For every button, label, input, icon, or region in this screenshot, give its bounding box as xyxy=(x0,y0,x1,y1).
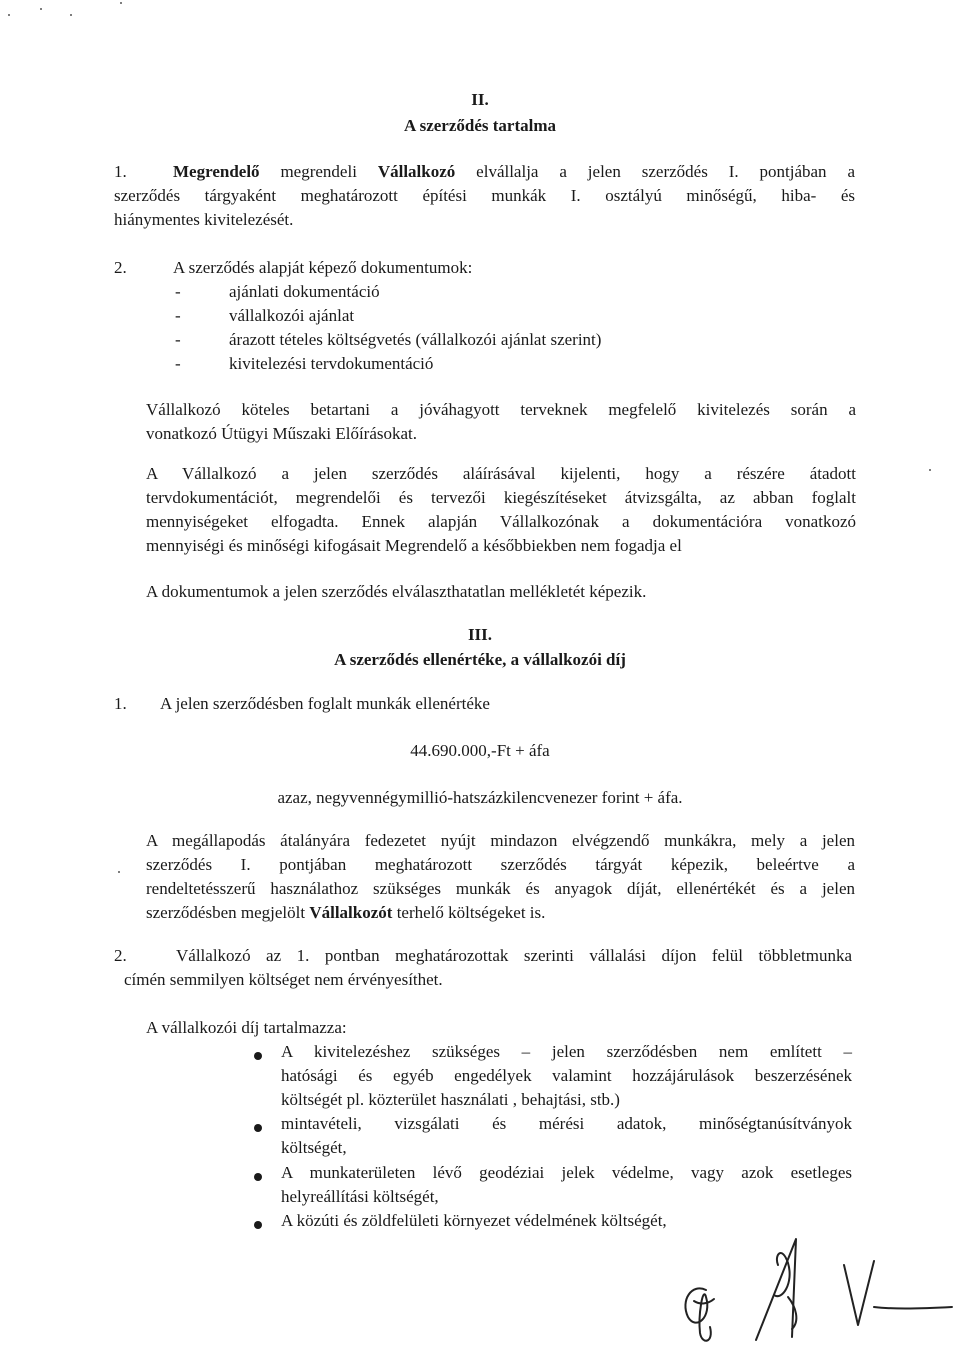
lump-sum-line: rendeltetésszerű használathoz szükséges munkák és anyagok díját, ellenértékét és a jelen xyxy=(146,879,855,898)
price-amount: 44.690.000,-Ft + áfa xyxy=(410,741,550,760)
iii-item-2-line-1: Vállalkozó az 1. pontban meghatározottak szerinti vállalási díjon felül többletmunka xyxy=(176,946,852,965)
section-ii-title: A szerződés tartalma xyxy=(403,116,556,135)
item-2-intro: A szerződés alapját képező dokumentumok: xyxy=(173,258,473,277)
iii-item-1-text: A jelen szerződésben foglalt munkák ellenértéke xyxy=(160,694,490,713)
bullet-line: helyreállítási költségét, xyxy=(281,1187,439,1206)
section-iii-title: A szerződés ellenértéke, a vállalkozói díj xyxy=(334,650,626,669)
doc-item: kivitelezési tervdokumentáció xyxy=(229,354,434,373)
bullet-line: hatósági és egyéb engedélyek valamint hozzájárulások beszerzésének xyxy=(281,1066,852,1085)
doc-item: vállalkozói ajánlat xyxy=(229,306,355,325)
para2-line: mennyiségeket elfogadta. Ennek alapján Vállalkozónak a dokumentációra vonatkozó xyxy=(146,512,856,531)
item-1-line-3: hiánymentes kivitelezését. xyxy=(114,210,294,229)
bullet-dot xyxy=(254,1221,262,1229)
bullet-dot xyxy=(254,1173,262,1181)
para1-line: vonatkozó Útügyi Műszaki Előírásokat. xyxy=(146,424,418,443)
iii-item-2-line-2: címén semmilyen költséget nem érvényesíthet. xyxy=(124,970,443,989)
bullet-line: A kivitelezéshez szükséges – jelen szerződésben nem említett – xyxy=(281,1042,852,1061)
doc-item: árazott tételes költségvetés (vállalkozói ajánlat szerint) xyxy=(229,330,602,349)
doc-dash: - xyxy=(175,306,181,325)
bullet-dot xyxy=(254,1124,262,1132)
vallalkozo-bold: Vállalkozó xyxy=(377,162,456,181)
doc-dash: - xyxy=(175,354,181,373)
lump-sum-line: szerződésben megjelölt Vállalkozót terhelő költségeket is. xyxy=(146,903,546,922)
megrendelo-bold: Megrendelő xyxy=(173,162,260,181)
section-iii-number: III. xyxy=(467,625,493,644)
para1-line: Vállalkozó köteles betartani a jóváhagyott terveknek megfelelő kivitelezés során a xyxy=(146,400,856,419)
handwritten-initials xyxy=(670,1205,955,1350)
bullet-line: költségét, xyxy=(281,1138,347,1157)
vallalkozot-bold: Vállalkozót xyxy=(309,903,393,922)
doc-dash: - xyxy=(175,282,181,301)
doc-item: ajánlati dokumentáció xyxy=(229,282,380,301)
para2-line: mennyiségi és minőségi kifogásait Megrendelő a későbbiekben nem fogadja el xyxy=(146,536,682,555)
bullet-line: mintavételi, vizsgálati és mérési adatok, minőségtanúsítványok xyxy=(281,1114,852,1133)
para3: A dokumentumok a jelen szerződés elválaszthatatlan mellékletét képezik. xyxy=(146,582,647,601)
para2-line: A Vállalkozó a jelen szerződés aláírásával kijelenti, hogy a részére átadott xyxy=(146,464,856,483)
lump-sum-line: A megállapodás átalányára fedezetet nyújt mindazon elvégzendő munkákra, mely a jelen xyxy=(146,831,855,850)
item-1-line-2: szerződés tárgyaként meghatározott építési munkák I. osztályú minőségű, hiba- és xyxy=(114,186,855,205)
bullet-line: A munkaterületen lévő geodéziai jelek védelme, vagy azok esetleges xyxy=(281,1163,852,1182)
iii-item-2-number: 2. xyxy=(114,946,127,965)
fee-intro: A vállalkozói díj tartalmazza: xyxy=(146,1018,347,1037)
item-1-line-1: Megrendelő megrendeli Vállalkozó elvállalja a jelen szerződés I. pontjában a xyxy=(173,162,855,181)
bullet-line: A közúti és zöldfelületi környezet védelmének költségét, xyxy=(281,1211,667,1230)
item-2-number: 2. xyxy=(114,258,127,277)
price-in-words: azaz, negyvennégymillió-hatszázkilencvenezer forint + áfa. xyxy=(277,788,683,807)
item-1-number: 1. xyxy=(114,162,127,181)
bullet-line: költségét pl. közterület használati , behajtási, stb.) xyxy=(281,1090,620,1109)
doc-dash: - xyxy=(175,330,181,349)
para2-line: tervdokumentációt, megrendelői és tervezői kiegészítéseket átvizsgálta, az abban foglalt xyxy=(146,488,856,507)
section-ii-number: II. xyxy=(471,90,489,109)
iii-item-1-number: 1. xyxy=(114,694,127,713)
lump-sum-line: szerződés I. pontjában meghatározott szerződés tárgyát képezik, beleértve a xyxy=(146,855,855,874)
bullet-dot xyxy=(254,1052,262,1060)
